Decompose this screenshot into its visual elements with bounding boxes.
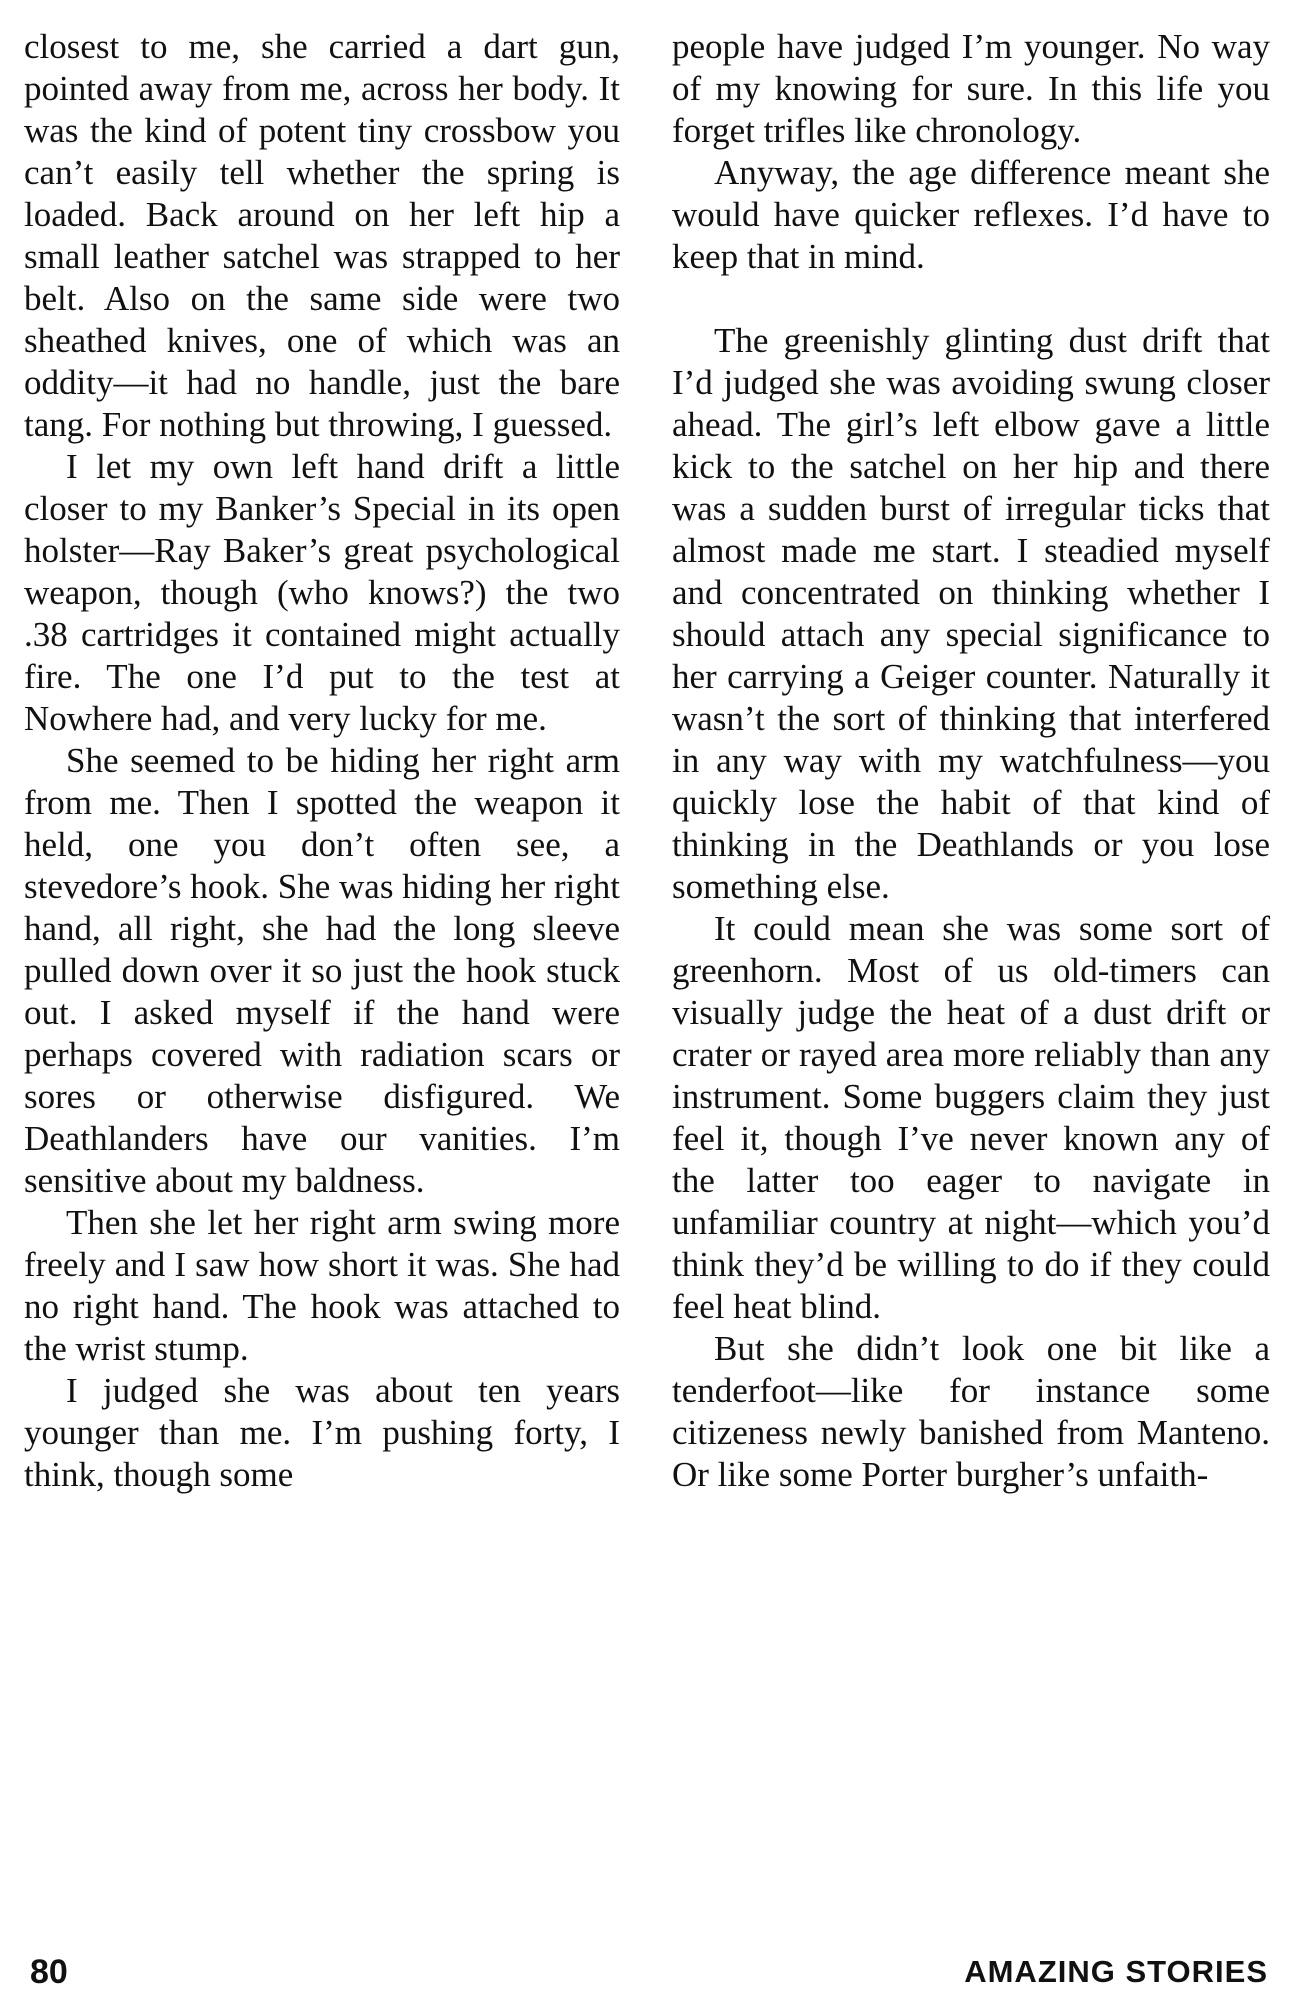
magazine-title: AMAZING STORIES [964, 1954, 1268, 1989]
paragraph: I let my own left hand drift a little closer to my Banker’s Special in its open holster—Ray Baker’s great psychological weapon, though (who knows?) the two .38 cartridges it contained might actually fire. The one I’d put to the test at Nowhere had, and very lucky for me. [24, 447, 620, 738]
paragraph: I judged she was about ten years younger than me. I’m pushing forty, I think, though some [24, 1371, 620, 1494]
page-number: 80 [30, 1953, 68, 1991]
paragraph: closest to me, she carried a dart gun, pointed away from me, across her body. It was the kind of potent tiny crossbow you can’t easily tell whether the spring is loaded. Back around on her left hip a small leather satchel was strapped to her belt. Also on the same side were two sheathed knives, one of which was an oddity—it had no handle, just the bare tang. For nothing but throwing, I guessed. [24, 27, 620, 444]
paragraph: But she didn’t look one bit like a tenderfoot—like for instance some citizeness newly banished from Manteno. Or like some Porter burgher’s unfaith- [672, 1329, 1270, 1494]
paragraph: Anyway, the age difference meant she would have quicker reflexes. I’d have to keep that in mind. [672, 153, 1270, 276]
paragraph: The greenishly glinting dust drift that I’d judged she was avoiding swung closer ahead. The girl’s left elbow gave a little kick to the satchel on her hip and there was a sudden burst of irregular ticks that almost made me start. I steadied myself and concentrated on thinking whether I should attach any special significance to her carrying a Geiger counter. Naturally it wasn’t the sort of thinking that interfered in any way with my watchfulness—you quickly lose the habit of that kind of thinking in the Deathlands or you lose something else. [672, 321, 1270, 906]
right-column [672, 26, 1270, 1496]
left-column [24, 26, 620, 1496]
paragraph: It could mean she was some sort of greenhorn. Most of us old-timers can visually judge the heat of a dust drift or crater or rayed area more reliably than any instrument. Some buggers claim they just feel it, though I’ve never known any of the latter too eager to navigate in unfamiliar country at night—which you’d think they’d be willing to do if they could feel heat blind. [672, 909, 1270, 1326]
paragraph: Then she let her right arm swing more freely and I saw how short it was. She had no right hand. The hook was attached to the wrist stump. [24, 1203, 620, 1368]
paragraph: She seemed to be hiding her right arm from me. Then I spotted the weapon it held, one you don’t often see, a stevedore’s hook. She was hiding her right hand, all right, she had the long sleeve pulled down over it so just the hook stuck out. I asked myself if the hand were perhaps covered with radiation scars or sores or otherwise disfigured. We Deathlanders have our vanities. I’m sensitive about my baldness. [24, 741, 620, 1200]
paragraph: people have judged I’m younger. No way of my knowing for sure. In this life you forget trifles like chronology. [672, 27, 1270, 150]
